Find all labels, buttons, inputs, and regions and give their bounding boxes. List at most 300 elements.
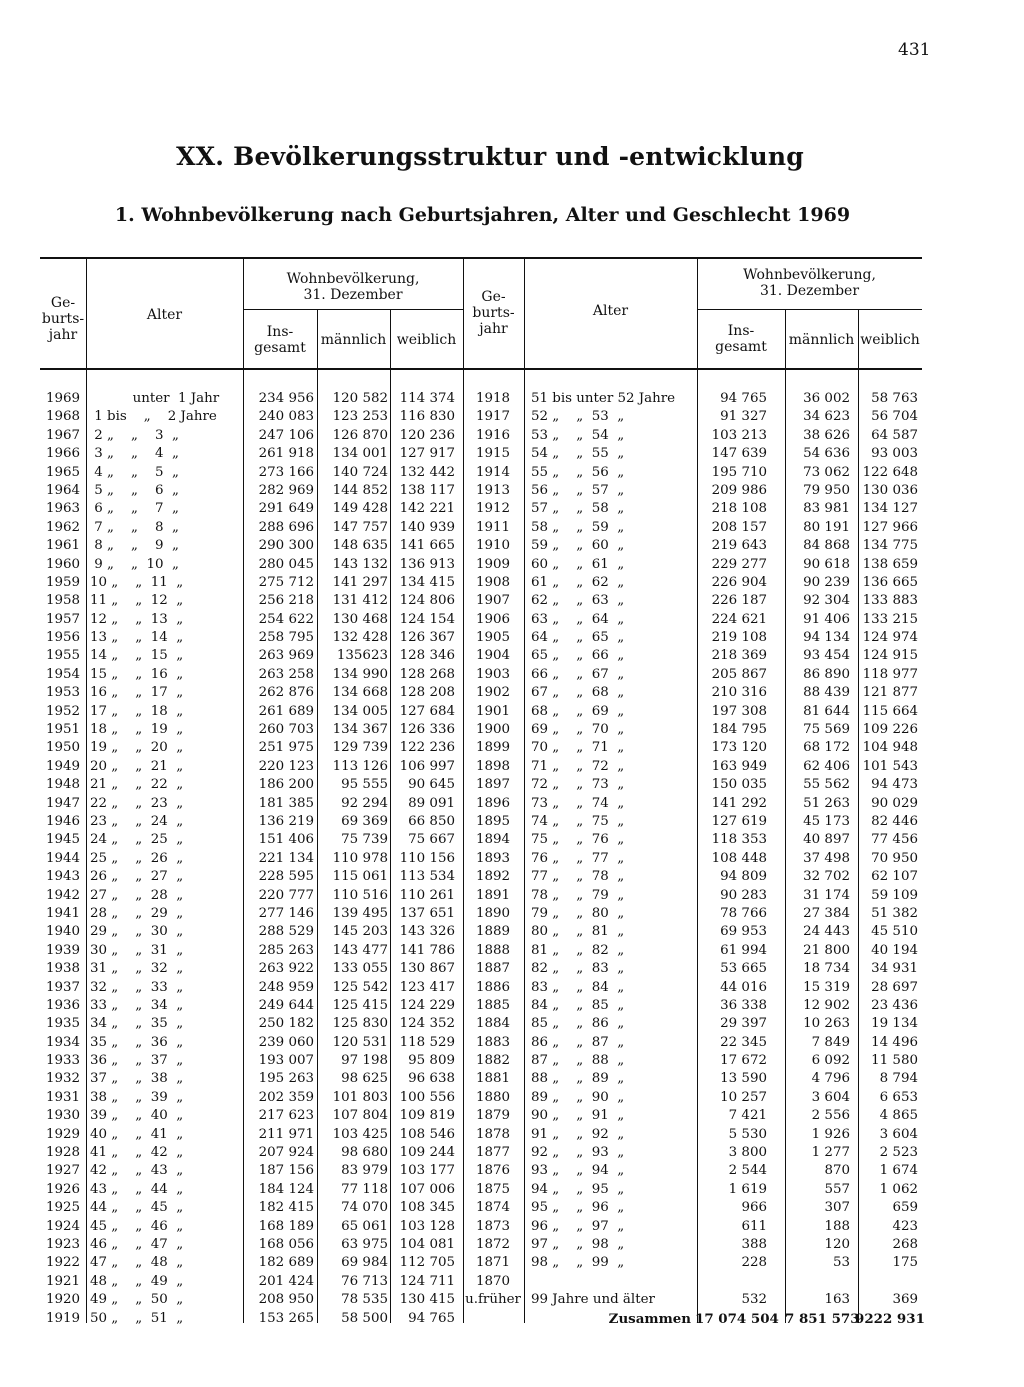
age-range: 52 „ „ 53 „	[531, 409, 625, 425]
male-cell: 65 061	[341, 1218, 388, 1234]
total-cell: 218 369	[711, 648, 767, 664]
age-range: 12 „ „ 13 „	[90, 611, 184, 627]
male-cell: 34 623	[803, 409, 850, 425]
total-cell: 273 166	[258, 464, 314, 480]
female-cell: 141 665	[399, 538, 455, 554]
total-cell: 22 345	[720, 1034, 767, 1050]
birth-year: 1910	[475, 538, 511, 554]
total-cell: 217 623	[258, 1108, 314, 1124]
birth-year: 1886	[475, 979, 511, 995]
female-cell: 90 645	[408, 777, 455, 793]
birth-year: 1924	[46, 1218, 81, 1234]
age-range: 76 „ „ 77 „	[531, 850, 625, 866]
birth-year: 1904	[475, 648, 511, 664]
female-cell: 106 997	[399, 758, 455, 774]
female-cell: 141 786	[399, 942, 455, 958]
age-range: 51 bis unter 52 Jahre	[531, 391, 676, 406]
female-cell: 124 352	[399, 1016, 455, 1032]
table-row	[40, 850, 922, 868]
total-cell: 69 953	[720, 924, 767, 940]
total-cell: 201 424	[258, 1273, 314, 1289]
female-cell: 77 456	[871, 832, 918, 848]
age-range: 84 „ „ 85 „	[531, 997, 625, 1013]
age-range: 58 „ „ 59 „	[531, 519, 625, 535]
table-row	[40, 960, 922, 978]
table-row	[40, 942, 922, 960]
male-cell: 45 173	[803, 813, 850, 829]
birth-year: 1887	[475, 961, 511, 977]
birth-year: 1958	[46, 593, 81, 609]
age-range: 24 „ „ 25 „	[90, 832, 184, 848]
birth-year: 1963	[46, 501, 81, 517]
age-range: 33 „ „ 34 „	[90, 997, 184, 1013]
birth-year: 1949	[46, 758, 81, 774]
chapter-title: XX. Bevölkerungsstruktur und -entwicklung	[176, 142, 804, 171]
table-row	[40, 1181, 922, 1199]
birth-year: 1936	[46, 997, 81, 1013]
age-range: 69 „ „ 70 „	[531, 722, 625, 738]
total-cell: 10 257	[720, 1089, 767, 1105]
male-cell: 90 239	[803, 574, 850, 590]
female-cell: 107 006	[399, 1181, 455, 1197]
male-cell: 144 852	[332, 482, 388, 498]
birth-year: 1945	[46, 832, 81, 848]
age-range: 79 „ „ 80 „	[531, 905, 625, 921]
header-age: Alter	[592, 303, 629, 319]
table-row	[40, 1162, 922, 1180]
birth-year: 1966	[46, 446, 81, 462]
female-cell: 138 117	[399, 482, 455, 498]
table-row	[40, 1236, 922, 1254]
header-year: Ge- burts- jahr	[41, 295, 85, 343]
population-table	[40, 257, 925, 1327]
birth-year: 1964	[46, 482, 81, 498]
age-range: 87 „ „ 88 „	[531, 1053, 625, 1069]
birth-year: 1968	[46, 409, 81, 425]
male-cell: 131 412	[332, 593, 388, 609]
female-cell: 94 765	[408, 1310, 455, 1326]
birth-year: 1878	[475, 1126, 511, 1142]
age-range: 77 „ „ 78 „	[531, 869, 625, 885]
total-cell: 258 795	[258, 630, 314, 646]
table-row	[40, 1218, 922, 1236]
birth-year: u.früher	[465, 1292, 521, 1308]
female-cell: 128 268	[399, 666, 455, 682]
male-cell: 307	[824, 1200, 850, 1216]
male-cell: 103 425	[332, 1126, 388, 1142]
table-row	[40, 1015, 922, 1033]
birth-year: 1899	[475, 740, 511, 756]
female-cell: 123 417	[399, 979, 455, 995]
total-cell: 53 665	[720, 961, 767, 977]
total-cell: 388	[741, 1236, 767, 1252]
male-cell: 73 062	[803, 464, 850, 480]
table-row	[40, 1144, 922, 1162]
total-cell: 118 353	[711, 832, 767, 848]
female-cell: 175	[892, 1255, 918, 1271]
age-range: 55 „ „ 56 „	[531, 464, 625, 480]
age-range: 63 „ „ 64 „	[531, 611, 625, 627]
total-cell: 108 448	[711, 850, 767, 866]
male-cell: 129 739	[332, 740, 388, 756]
total-cell: 195 710	[711, 464, 767, 480]
birth-year: 1918	[475, 391, 511, 406]
age-range: 70 „ „ 71 „	[531, 740, 625, 756]
table-row	[40, 795, 922, 813]
female-cell: 130 867	[399, 961, 455, 977]
male-cell: 10 263	[803, 1016, 850, 1032]
male-cell: 125 830	[332, 1016, 388, 1032]
birth-year: 1932	[46, 1071, 81, 1087]
age-range: 66 „ „ 67 „	[531, 666, 625, 682]
birth-year: 1941	[46, 905, 81, 921]
male-cell: 132 428	[332, 630, 388, 646]
age-range: 37 „ „ 38 „	[90, 1071, 184, 1087]
birth-year: 1889	[475, 924, 511, 940]
male-cell: 93 454	[803, 648, 850, 664]
male-cell: 92 294	[341, 795, 388, 811]
age-range: 80 „ „ 81 „	[531, 924, 625, 940]
birth-year: 1903	[475, 666, 511, 682]
female-cell: 118 977	[862, 666, 918, 682]
female-cell: 132 442	[399, 464, 455, 480]
female-cell: 124 974	[862, 630, 918, 646]
age-range: 56 „ „ 57 „	[531, 482, 625, 498]
male-cell: 63 975	[341, 1236, 388, 1252]
total-cell: 251 975	[258, 740, 314, 756]
birth-year: 1879	[475, 1108, 511, 1124]
male-cell: 38 626	[803, 427, 850, 443]
female-cell: 121 877	[862, 685, 918, 701]
birth-year: 1944	[46, 850, 81, 866]
birth-year: 1965	[46, 464, 81, 480]
age-range: 74 „ „ 75 „	[531, 813, 625, 829]
female-cell: 64 587	[871, 427, 918, 443]
male-cell: 40 897	[803, 832, 850, 848]
total-cell: 228	[741, 1255, 767, 1271]
female-cell: 126 336	[399, 722, 455, 738]
male-cell: 15 319	[803, 979, 850, 995]
total-cell: 248 959	[258, 979, 314, 995]
age-range: 11 „ „ 12 „	[90, 593, 184, 609]
female-cell: 113 534	[399, 869, 455, 885]
female-cell: 8 794	[879, 1071, 918, 1087]
age-range: 3 „ „ 4 „	[90, 446, 179, 462]
age-range: 4 „ „ 5 „	[90, 464, 179, 480]
male-cell: 98 625	[341, 1071, 388, 1087]
birth-year: 1893	[475, 850, 511, 866]
birth-year: 1934	[46, 1034, 81, 1050]
total-cell: 611	[741, 1218, 767, 1234]
female-cell: 127 684	[399, 703, 455, 719]
age-range: 97 „ „ 98 „	[531, 1236, 625, 1252]
birth-year: 1877	[475, 1145, 511, 1161]
table-row	[40, 1310, 925, 1328]
age-range: 27 „ „ 28 „	[90, 887, 184, 903]
table-row	[40, 703, 922, 721]
table-row	[40, 813, 922, 831]
birth-year: 1897	[475, 777, 511, 793]
birth-year: 1919	[46, 1310, 81, 1326]
male-cell: 94 134	[803, 630, 850, 646]
female-cell: 120 236	[399, 427, 455, 443]
female-cell: 142 221	[399, 501, 455, 517]
age-range: 44 „ „ 45 „	[90, 1200, 184, 1216]
female-cell: 133 883	[862, 593, 918, 609]
male-cell: 69 369	[341, 813, 388, 829]
birth-year: 1876	[475, 1163, 511, 1179]
birth-year: 1933	[46, 1053, 81, 1069]
male-cell: 110 516	[332, 887, 388, 903]
birth-year: 1922	[46, 1255, 81, 1271]
female-cell: 127 966	[862, 519, 918, 535]
birth-year: 1939	[46, 942, 81, 958]
age-range: 20 „ „ 21 „	[90, 758, 184, 774]
birth-year: 1914	[475, 464, 511, 480]
male-cell: 120 582	[332, 391, 388, 406]
table-row	[40, 445, 922, 463]
age-range: 59 „ „ 60 „	[531, 538, 625, 554]
male-cell: 147 757	[332, 519, 388, 535]
total-cell: 234 956	[258, 391, 314, 406]
male-cell: 98 680	[341, 1145, 388, 1161]
age-range: 45 „ „ 46 „	[90, 1218, 184, 1234]
male-cell: 79 950	[803, 482, 850, 498]
age-range: 5 „ „ 6 „	[90, 482, 179, 498]
age-range: unter 1 Jahr	[90, 391, 220, 406]
male-cell: 95 555	[341, 777, 388, 793]
total-cell: 209 986	[711, 482, 767, 498]
male-cell: 83 981	[803, 501, 850, 517]
table-row	[40, 1199, 922, 1217]
table-row	[40, 739, 922, 757]
female-cell: 118 529	[399, 1034, 455, 1050]
birth-year: 1955	[46, 648, 81, 664]
male-cell: 107 804	[332, 1108, 388, 1124]
total-cell: 17 672	[720, 1053, 767, 1069]
female-cell: 11 580	[871, 1053, 918, 1069]
male-cell: 148 635	[332, 538, 388, 554]
table-row	[40, 390, 922, 408]
male-cell: 54 636	[803, 446, 850, 462]
female-cell: 109 226	[862, 722, 918, 738]
male-cell: 113 126	[332, 758, 388, 774]
birth-year: 1931	[46, 1089, 81, 1105]
total-cell: 239 060	[258, 1034, 314, 1050]
birth-year: 1969	[46, 391, 81, 406]
male-cell: 27 384	[803, 905, 850, 921]
age-range: 94 „ „ 95 „	[531, 1181, 625, 1197]
male-cell: 140 724	[332, 464, 388, 480]
table-row	[40, 868, 922, 886]
age-range: 22 „ „ 23 „	[90, 795, 184, 811]
age-range: 50 „ „ 51 „	[90, 1310, 184, 1326]
total-cell: 250 182	[258, 1016, 314, 1032]
birth-year: 1906	[475, 611, 511, 627]
total-cell: 262 876	[258, 685, 314, 701]
female-cell: 122 648	[862, 464, 918, 480]
total-cell: 256 218	[258, 593, 314, 609]
birth-year: 1888	[475, 942, 511, 958]
total-cell: 532	[741, 1292, 767, 1308]
male-cell: 1 926	[811, 1126, 850, 1142]
female-cell: 40 194	[871, 942, 918, 958]
header-subrule-left	[243, 309, 463, 310]
table-row	[40, 574, 922, 592]
male-cell: 32 702	[803, 869, 850, 885]
table-row	[40, 923, 922, 941]
total-cell: 29 397	[720, 1016, 767, 1032]
birth-year: 1915	[475, 446, 511, 462]
female-cell: 103 177	[399, 1163, 455, 1179]
total-cell: 261 689	[258, 703, 314, 719]
total-cell: 195 263	[258, 1071, 314, 1087]
table-row	[40, 997, 922, 1015]
female-cell: 103 128	[399, 1218, 455, 1234]
female-cell: 96 638	[408, 1071, 455, 1087]
female-cell: 124 806	[399, 593, 455, 609]
male-cell: 4 796	[811, 1071, 850, 1087]
age-range: 13 „ „ 14 „	[90, 630, 184, 646]
age-range: 49 „ „ 50 „	[90, 1292, 184, 1308]
age-range: 1 bis „ 2 Jahre	[90, 409, 217, 425]
female-cell: 126 367	[399, 630, 455, 646]
total-cell: 182 415	[258, 1200, 314, 1216]
male-cell: 110 978	[332, 850, 388, 866]
birth-year: 1959	[46, 574, 81, 590]
male-cell: 133 055	[332, 961, 388, 977]
birth-year: 1872	[475, 1236, 511, 1252]
female-cell: 6 653	[879, 1089, 918, 1105]
total-cell: 226 187	[711, 593, 767, 609]
male-cell: 2 556	[811, 1108, 850, 1124]
female-cell: 59 109	[871, 887, 918, 903]
table-row	[40, 629, 922, 647]
male-cell: 80 191	[803, 519, 850, 535]
birth-year: 1870	[475, 1273, 511, 1289]
male-cell: 74 070	[341, 1200, 388, 1216]
birth-year: 1873	[475, 1218, 511, 1234]
male-cell: 31 174	[803, 887, 850, 903]
header-group: Wohnbevölkerung, 31. Dezember	[286, 271, 420, 303]
birth-year: 1917	[475, 409, 511, 425]
female-cell: 136 913	[399, 556, 455, 572]
total-cell: 147 639	[711, 446, 767, 462]
birth-year: 1957	[46, 611, 81, 627]
age-range: 62 „ „ 63 „	[531, 593, 625, 609]
age-range: Zusammen	[608, 1310, 691, 1327]
total-cell: 153 265	[258, 1310, 314, 1326]
birth-year: 1940	[46, 924, 81, 940]
female-cell: 268	[892, 1236, 918, 1252]
age-range: 96 „ „ 97 „	[531, 1218, 625, 1234]
birth-year: 1947	[46, 795, 81, 811]
female-cell: 137 651	[399, 905, 455, 921]
male-cell: 145 203	[332, 924, 388, 940]
female-cell: 89 091	[408, 795, 455, 811]
total-cell: 219 643	[711, 538, 767, 554]
birth-year: 1930	[46, 1108, 81, 1124]
total-cell: 90 283	[720, 887, 767, 903]
male-cell: 55 562	[803, 777, 850, 793]
birth-year: 1880	[475, 1089, 511, 1105]
female-cell: 82 446	[871, 813, 918, 829]
age-range: 54 „ „ 55 „	[531, 446, 625, 462]
birth-year: 1905	[475, 630, 511, 646]
male-cell: 88 439	[803, 685, 850, 701]
male-cell: 123 253	[332, 409, 388, 425]
header-male: männlich	[788, 332, 855, 348]
total-cell: 3 800	[728, 1145, 767, 1161]
female-cell: 134 127	[862, 501, 918, 517]
total-cell: 220 777	[258, 887, 314, 903]
birth-year: 1946	[46, 813, 81, 829]
female-cell: 116 830	[399, 409, 455, 425]
birth-year: 1953	[46, 685, 81, 701]
table-row	[40, 500, 922, 518]
age-range: 9 „ „ 10 „	[90, 556, 179, 572]
total-cell: 249 644	[258, 997, 314, 1013]
table-row	[40, 684, 922, 702]
total-cell: 211 971	[258, 1126, 314, 1142]
age-range: 98 „ „ 99 „	[531, 1255, 625, 1271]
age-range: 57 „ „ 58 „	[531, 501, 625, 517]
age-range: 61 „ „ 62 „	[531, 574, 625, 590]
birth-year: 1892	[475, 869, 511, 885]
total-cell: 127 619	[711, 813, 767, 829]
age-range: 81 „ „ 82 „	[531, 942, 625, 958]
total-cell: 260 703	[258, 722, 314, 738]
total-cell: 184 795	[711, 722, 767, 738]
total-cell: 277 146	[258, 905, 314, 921]
page-number: 431	[898, 40, 931, 60]
age-range: 15 „ „ 16 „	[90, 666, 184, 682]
age-range: 40 „ „ 41 „	[90, 1126, 184, 1142]
age-range: 39 „ „ 40 „	[90, 1108, 184, 1124]
birth-year: 1948	[46, 777, 81, 793]
total-cell: 181 385	[258, 795, 314, 811]
table-row	[40, 1126, 922, 1144]
total-cell: 1 619	[728, 1181, 767, 1197]
female-cell: 95 809	[408, 1053, 455, 1069]
age-range: 85 „ „ 86 „	[531, 1016, 625, 1032]
birth-year: 1874	[475, 1200, 511, 1216]
age-range: 91 „ „ 92 „	[531, 1126, 625, 1142]
table-row	[40, 905, 922, 923]
birth-year: 1956	[46, 630, 81, 646]
total-cell: 193 007	[258, 1053, 314, 1069]
male-cell: 97 198	[341, 1053, 388, 1069]
male-cell: 90 618	[803, 556, 850, 572]
header-bottom-rule	[40, 368, 922, 370]
male-cell: 84 868	[803, 538, 850, 554]
age-range: 7 „ „ 8 „	[90, 519, 179, 535]
table-row	[40, 1291, 922, 1309]
birth-year: 1912	[475, 501, 511, 517]
total-cell: 13 590	[720, 1071, 767, 1087]
table-row	[40, 1089, 922, 1107]
female-cell: 34 931	[871, 961, 918, 977]
female-cell: 100 556	[399, 1089, 455, 1105]
total-cell: 168 189	[258, 1218, 314, 1234]
birth-year: 1881	[475, 1071, 511, 1087]
female-cell: 110 261	[399, 887, 455, 903]
table-row	[40, 464, 922, 482]
female-cell: 94 473	[871, 777, 918, 793]
male-cell: 78 535	[341, 1292, 388, 1308]
age-range: 47 „ „ 48 „	[90, 1255, 184, 1271]
age-range: 46 „ „ 47 „	[90, 1236, 184, 1252]
